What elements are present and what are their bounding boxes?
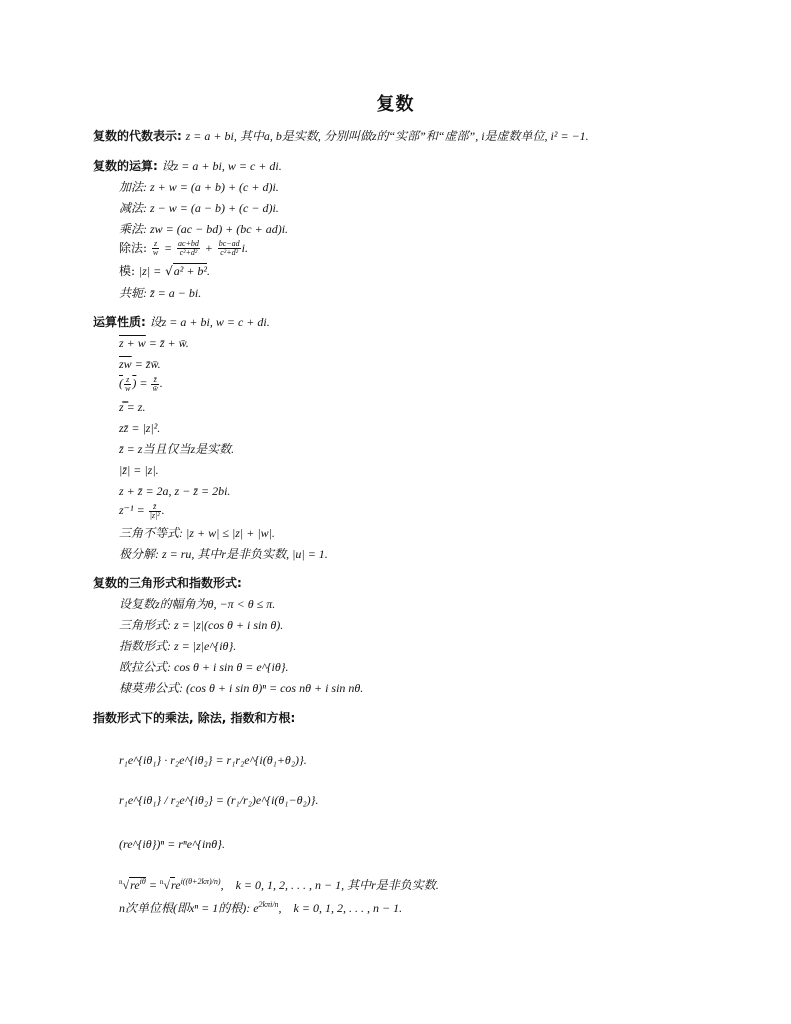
modulus-label: 模: bbox=[119, 264, 136, 278]
operations-intro: 设z = a + bi, w = c + di. bbox=[161, 159, 282, 173]
op-modulus: 模: |z| = √a² + b². bbox=[119, 264, 211, 278]
exp-multiplication: r₁e^{iθ₁} · r₂e^{iθ₂} = r₁r₂e^{i(θ₁+θ₂)}. bbox=[119, 753, 307, 767]
op-subtraction: 减法: z − w = (a − b) + (c − d)i. bbox=[119, 201, 279, 215]
prop2-lhs: $\overline{zw}$ bbox=[119, 357, 132, 371]
de-moivre-formula: 棣莫弗公式: (cos θ + i sin θ)ⁿ = cos nθ + i sin nθ. bbox=[119, 681, 364, 695]
trig-form: 三角形式: z = |z|(cos θ + i sin θ). bbox=[119, 618, 284, 632]
div-lhs-den: w bbox=[152, 248, 159, 257]
page-title: 复数 bbox=[376, 94, 415, 115]
prop1-lhs: z + w bbox=[119, 336, 146, 350]
roots-of-unity-label: n次单位根(即xⁿ = 1的根): bbox=[119, 901, 251, 915]
prop9-num: z̄ bbox=[149, 503, 161, 512]
prop3-rhs-den: w̄ bbox=[152, 383, 158, 393]
prop-triangle-inequality: 三角不等式: |z + w| ≤ |z| + |w|. bbox=[119, 526, 275, 540]
prop1-rhs: = z̄ + w̄. bbox=[148, 336, 189, 350]
algebraic-representation bbox=[93, 128, 589, 144]
properties-heading-line bbox=[93, 314, 270, 330]
prop-double-conj: z̿ = z. bbox=[119, 400, 146, 414]
prop-z-zbar: zz̄ = |z|². bbox=[119, 421, 161, 435]
roots-of-unity: n次单位根(即xⁿ = 1的根): $e^{2k\pi i/n}$, k = 0, 1, 2, . . . , n − 1. bbox=[119, 900, 403, 915]
trig-argument: 设复数z的幅角为θ, −π < θ ≤ π. bbox=[119, 597, 276, 611]
op-multiplication: 乘法: zw = (ac − bd) + (bc + ad)i. bbox=[119, 222, 289, 236]
op-division: 除法: $\frac{z}{w}$ = $\frac{ac+bd}{\text{c²+d²}}$ + $\frac{bc-ad}{\text{c²+d²}}$ i. bbox=[119, 239, 248, 257]
trig-heading: 复数的三角形式和指数形式: bbox=[93, 576, 242, 590]
div-real-fraction bbox=[177, 240, 200, 257]
div-real-den: c²+d² bbox=[179, 248, 198, 257]
modulus-lhs: |z| = bbox=[138, 264, 162, 278]
div-imag-num: bc−ad bbox=[218, 239, 240, 248]
properties-label: 运算性质: bbox=[93, 315, 146, 329]
prop-polar-decomposition: 极分解: z = ru, 其中r是非负实数, |u| = 1. bbox=[119, 547, 328, 561]
div-imag-den: c²+d² bbox=[220, 248, 239, 257]
prop2-rhs: = z̄w̄. bbox=[134, 357, 161, 371]
prop-inverse: z⁻¹ = $\frac{z̄}{\text{|z|²}}$ . bbox=[119, 501, 165, 520]
exp-form: 指数形式: z = |z|e^{iθ}. bbox=[119, 639, 237, 653]
div-real-num: ac+bd bbox=[177, 239, 199, 248]
exp-division: r₁e^{iθ₁} / r₂e^{iθ₂} = (r₁/r₂)e^{i(θ₁−θ₂)}. bbox=[119, 793, 319, 807]
div-lhs-fraction bbox=[152, 240, 159, 257]
prop-conj-quotient: ( $\frac{z}{w}$ ) = $\frac{z̄}{w̄}$ . bbox=[119, 374, 163, 393]
operations-heading-line bbox=[93, 158, 282, 174]
op-addition: 加法: z + w = (a + b) + (c + d)i. bbox=[119, 180, 279, 194]
op-conjugate: 共轭: z̄ = a − bi. bbox=[119, 286, 202, 300]
prop9-den: |z|² bbox=[149, 510, 160, 520]
div-imag-fraction bbox=[218, 240, 241, 257]
prop3-den: w bbox=[125, 383, 131, 393]
prop3-rhs-num: z̄ bbox=[151, 376, 158, 385]
algebraic-label: 复数的代数表示: bbox=[93, 129, 182, 143]
exp-power: (re^{iθ})ⁿ = rⁿe^{inθ}. bbox=[119, 837, 225, 851]
prop-conj-sum bbox=[119, 335, 189, 351]
euler-formula: 欧拉公式: cos θ + i sin θ = e^{iθ}. bbox=[119, 660, 289, 674]
prop9-lhs: z⁻¹ = bbox=[119, 503, 145, 517]
prop-modulus-conj: |z̄| = |z|. bbox=[119, 463, 159, 477]
roots-of-unity-tail: k = 0, 1, 2, . . . , n − 1. bbox=[293, 901, 403, 915]
nth-root-tail: k = 0, 1, 2, . . . , n − 1, 其中r是非负实数. bbox=[235, 878, 439, 892]
prop-conj-product bbox=[119, 356, 161, 372]
exp-ops-heading: 指数形式下的乘法, 除法, 指数和方根: bbox=[93, 711, 296, 725]
modulus-radicand: a² + b² bbox=[173, 264, 208, 278]
algebraic-text: z = a + bi, 其中a, b是实数, 分别叫做z的“实部”和“虚部”, i是虚数单位, i² = −1. bbox=[185, 129, 589, 143]
prop-sum-diff: z + z̄ = 2a, z − z̄ = 2bi. bbox=[119, 484, 231, 498]
div-lhs-num: z bbox=[152, 240, 159, 249]
exp-nth-root: $^n√re^{i\theta} = ^n√re^{i((\theta+2k\pi)/n)}$, k = 0, 1, 2, . . . , n − 1, 其中r是非负实数. bbox=[119, 877, 439, 892]
properties-intro: 设z = a + bi, w = c + di. bbox=[149, 315, 270, 329]
div-label: 除法: bbox=[119, 241, 148, 255]
prop-real-iff: z̄ = z当且仅当z是实数. bbox=[119, 442, 235, 456]
operations-label: 复数的运算: bbox=[93, 159, 158, 173]
prop3-num: z bbox=[124, 376, 131, 385]
